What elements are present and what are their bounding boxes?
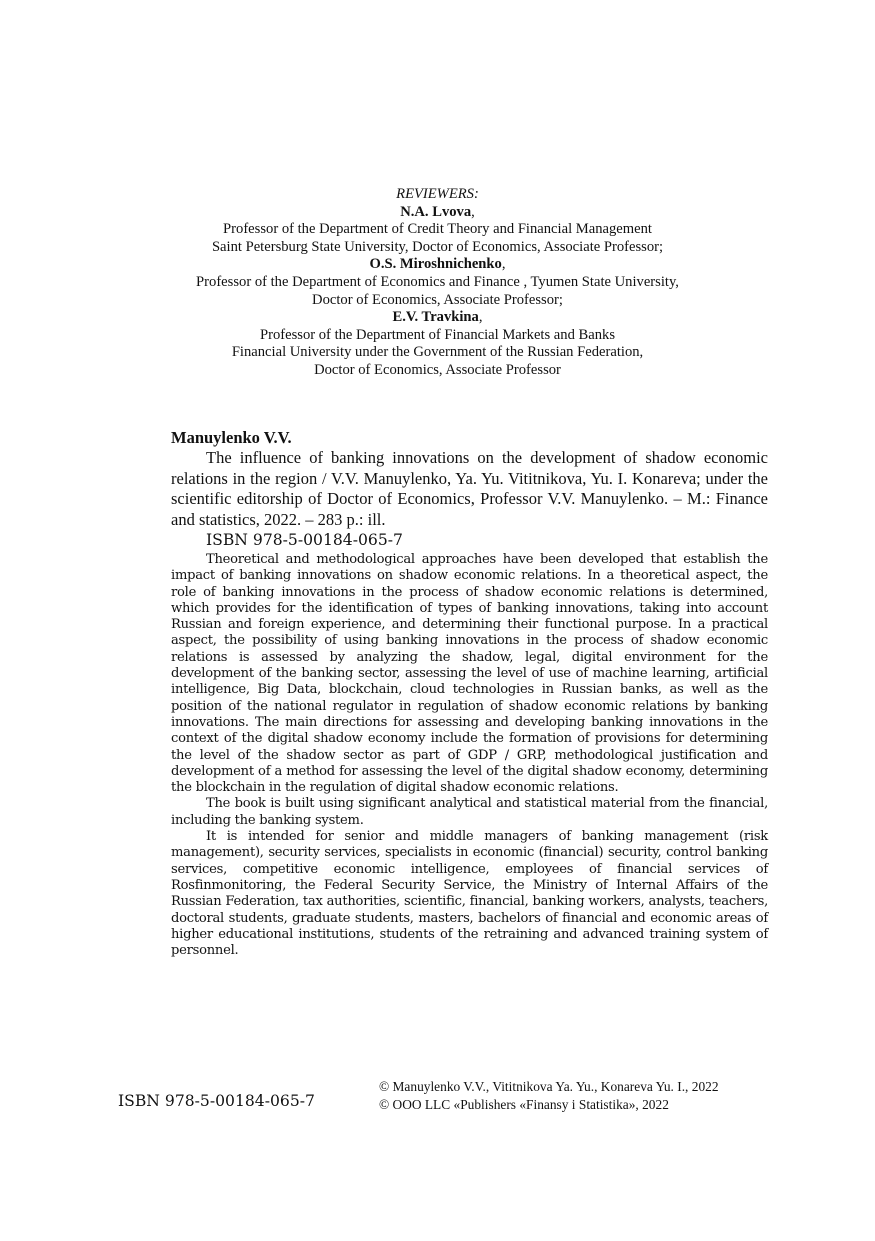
reviewer-detail: Doctor of Economics, Associate Professor;	[312, 291, 563, 308]
reviewers-block	[0, 186, 875, 380]
reviewer-detail: Doctor of Economics, Associate Professor	[314, 361, 561, 378]
reviewer-detail: Professor of the Department of Economics and Finance , Tyumen State University,	[196, 273, 679, 290]
abstract-paragraph: The book is built using significant analytical and statistical material from the financial, including the banking system.	[171, 796, 768, 828]
reviewer-name: O.S. Miroshnichenko	[369, 256, 502, 273]
reviewer-name-line: E.V. Travkina,	[392, 309, 483, 326]
reviewer-detail: Financial University under the Government of the Russian Federation,	[231, 344, 644, 361]
abstract-paragraph: Theoretical and methodological approaches have been developed that establish the impact of banking innovations on shadow economic relations. In a theoretical aspect, the role of banking innovations in the process of shadow economic relations is determined, which provides for the identification of types of banking innovations, taking into account Russian and foreign experience, and determining their functional purpose. In a practical aspect, the possibility of using banking innovations in the process of shadow economic relations is assessed by analyzing the shadow, legal, digital environment for the development of the banking sector, assessing the level of use of machine learning, artificial intelligence, Big Data, blockchain, cloud technologies in Russian banks, as well as the position of the national regulator in regulation of shadow economic relations by banking innovations. The main directions for assessing and developing banking innovations in the context of the digital shadow economy include the formation of provisions for determining the level of the shadow sector as part of GDP / GRP, methodological justification and development of a method for assessing the level of the digital shadow economy, determining the blockchain in the regulation of digital shadow economic relations.	[171, 551, 768, 796]
reviewer-name: N.A. Lvova	[400, 203, 472, 220]
citation-text: The influence of banking innovations on the development of shadow economic relations in the region / V.V. Manuylenko, Ya. Yu. Vititnikova, Yu. I. Konareva; under the scientific editorship of Doctor of Economics, Professor V.V. Manuylenko. – M.: Finance and statistics, 2022. – 283 p.: ill.	[171, 448, 768, 529]
isbn-line: ISBN 978-5-00184-065-7	[206, 531, 403, 550]
abstract-paragraph: It is intended for senior and middle managers of banking management (risk management), security services, specialists in economic (financial) security, control banking services, competitive economic intelligence, employees of financial services of Rosfinmonitoring, the Federal Security Service, the Ministry of Internal Affairs of the Russian Federation, tax authorities, scientific, financial, banking workers, analysts, teachers, doctoral students, graduate students, masters, bachelors of financial and economic areas of higher educational institutions, students of the retraining and advanced training system of personnel.	[171, 829, 768, 959]
copyright-line: © OOO LLC «Publishers «Finansy i Statistika», 2022	[379, 1096, 669, 1112]
reviewer-name: E.V. Travkina	[392, 309, 479, 326]
reviewer-name-line: O.S. Miroshnichenko,	[369, 256, 506, 273]
author-heading: Manuylenko V.V.	[171, 428, 292, 447]
reviewers-heading: REVIEWERS:	[396, 186, 479, 202]
footer-isbn: ISBN 978-5-00184-065-7	[118, 1092, 315, 1110]
copyright-line: © Manuylenko V.V., Vititnikova Ya. Yu., Konareva Yu. I., 2022	[379, 1079, 719, 1094]
reviewer-detail: Saint Petersburg State University, Doctor of Economics, Associate Professor;	[211, 238, 664, 255]
reviewer-detail: Professor of the Department of Credit Theory and Financial Management	[223, 221, 652, 238]
bibliographic-record	[171, 428, 768, 959]
abstract	[171, 552, 768, 959]
reviewer-detail: Professor of the Department of Financial Markets and Banks	[259, 326, 616, 343]
copyright-block	[379, 1078, 719, 1113]
reviewer-name-line: N.A. Lvova,	[400, 203, 475, 220]
